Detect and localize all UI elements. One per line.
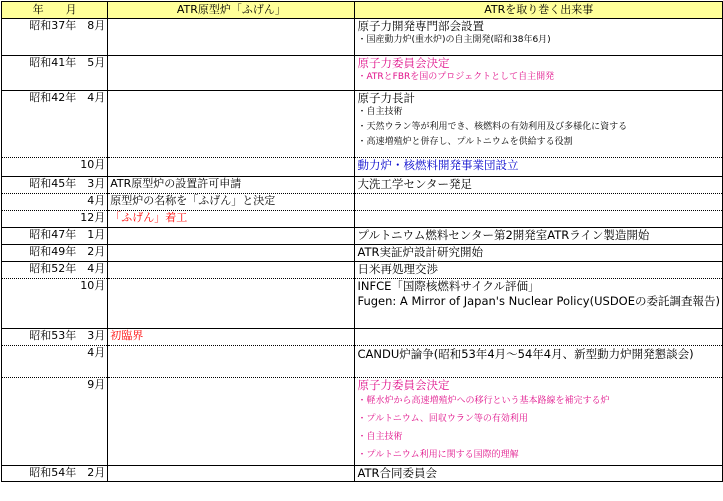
header-date[interactable]: 年 月 <box>2 2 108 19</box>
cell-events[interactable] <box>355 158 723 177</box>
table-row <box>2 91 723 158</box>
event-line: ・自主技術 <box>357 432 403 442</box>
cell-events[interactable] <box>355 211 723 228</box>
event-line: INFCE「国際核燃料サイクル評価」 <box>357 279 540 293</box>
cell-date[interactable]: 昭和47年 1月 <box>2 228 108 245</box>
cell-events[interactable] <box>355 329 723 346</box>
table-row <box>2 378 723 466</box>
event-line: プルトニウム燃料センター第2開発室ATRライン製造開始 <box>357 228 650 242</box>
cell-date[interactable]: 昭和42年 4月 <box>2 91 108 158</box>
cell-fugen[interactable] <box>108 158 355 177</box>
event-line: ・自主技術 <box>357 107 403 117</box>
cell-events[interactable] <box>355 466 723 482</box>
table-row <box>2 466 723 482</box>
event-line: 原子力開発専門部会設置 <box>357 19 484 33</box>
cell-events[interactable] <box>355 56 723 91</box>
table-row <box>2 228 723 245</box>
cell-fugen[interactable]: 原型炉の名称を「ふげん」と決定 <box>108 194 355 211</box>
event-line: ・天然ウラン等が利用でき、核燃料の有効利用及び多様化に資する <box>357 122 628 132</box>
cell-fugen[interactable] <box>108 19 355 56</box>
cell-events[interactable] <box>355 378 723 466</box>
cell-date[interactable]: 昭和52年 4月 <box>2 262 108 279</box>
table-row <box>2 329 723 346</box>
event-line: 原子力委員会決定 <box>357 56 450 70</box>
event-line: Fugen: A Mirror of Japan's Nuclear Policy(USDOEの委託調査報告) <box>357 294 720 308</box>
header-fugen[interactable]: ATR原型炉「ふげん」 <box>108 2 355 19</box>
event-line: ・高速増殖炉と併存し、プルトニウムを供給する役割 <box>357 137 573 147</box>
cell-events[interactable] <box>355 245 723 262</box>
cell-date[interactable]: 昭和41年 5月 <box>2 56 108 91</box>
table-row <box>2 56 723 91</box>
cell-events[interactable] <box>355 91 723 158</box>
event-line: 原子力委員会決定 <box>357 378 450 392</box>
table-row <box>2 346 723 378</box>
cell-date[interactable]: 昭和37年 8月 <box>2 19 108 56</box>
cell-events[interactable] <box>355 177 723 194</box>
cell-events[interactable] <box>355 262 723 279</box>
cell-fugen[interactable] <box>108 245 355 262</box>
cell-date[interactable]: 9月 <box>2 378 108 466</box>
event-line: ATR合同委員会 <box>357 466 437 480</box>
table-row <box>2 279 723 329</box>
cell-events[interactable] <box>355 279 723 329</box>
event-line: ・プルトニウム、回収ウラン等の有効利用 <box>357 414 528 424</box>
cell-fugen[interactable] <box>108 228 355 245</box>
cell-events[interactable] <box>355 228 723 245</box>
table-row <box>2 211 723 228</box>
cell-events[interactable] <box>355 194 723 211</box>
event-line: CANDU炉論争(昭和53年4月～54年4月、新型動力炉開発懇談会) <box>357 347 694 361</box>
cell-date[interactable]: 昭和53年 3月 <box>2 329 108 346</box>
table-row <box>2 19 723 56</box>
cell-fugen[interactable] <box>108 91 355 158</box>
cell-date[interactable]: 10月 <box>2 279 108 329</box>
cell-date[interactable]: 10月 <box>2 158 108 177</box>
event-line: 大洗工学センター発足 <box>357 177 473 191</box>
cell-date[interactable]: 昭和49年 2月 <box>2 245 108 262</box>
event-line: ATR実証炉設計研究開始 <box>357 245 483 259</box>
cell-fugen[interactable] <box>108 262 355 279</box>
event-line: 日米再処理交渉 <box>357 262 438 276</box>
event-line: 原子力長計 <box>357 91 415 105</box>
table-row <box>2 194 723 211</box>
cell-fugen[interactable] <box>108 378 355 466</box>
event-line: ・国産動力炉(重水炉)の自主開発(昭和38年6月) <box>357 35 551 45</box>
cell-fugen[interactable]: ATR原型炉の設置許可申請 <box>108 177 355 194</box>
event-line: ・プルトニウム利用に関する国際的理解 <box>357 450 519 460</box>
cell-fugen[interactable] <box>108 346 355 378</box>
table-row <box>2 177 723 194</box>
cell-events[interactable] <box>355 19 723 56</box>
cell-date[interactable]: 4月 <box>2 194 108 211</box>
header-row <box>2 2 723 19</box>
cell-date[interactable]: 12月 <box>2 211 108 228</box>
table-row <box>2 158 723 177</box>
cell-fugen[interactable]: 「ふげん」着工 <box>108 211 355 228</box>
cell-events[interactable] <box>355 346 723 378</box>
cell-date[interactable]: 昭和45年 3月 <box>2 177 108 194</box>
cell-fugen[interactable] <box>108 466 355 482</box>
cell-fugen[interactable]: 初臨界 <box>108 329 355 346</box>
cell-fugen[interactable] <box>108 56 355 91</box>
cell-date[interactable]: 4月 <box>2 346 108 378</box>
event-line: ・ATRとFBRを国のプロジェクトとして自主開発 <box>357 72 555 82</box>
table-row <box>2 245 723 262</box>
event-line: 動力炉・核燃料開発事業団設立 <box>357 158 519 172</box>
cell-date[interactable]: 昭和54年 2月 <box>2 466 108 482</box>
cell-fugen[interactable] <box>108 279 355 329</box>
header-events[interactable]: ATRを取り巻く出来事 <box>355 2 723 19</box>
event-line: ・軽水炉から高速増殖炉への移行という基本路線を補完する炉 <box>357 396 610 406</box>
timeline-table <box>1 1 723 482</box>
table-row <box>2 262 723 279</box>
